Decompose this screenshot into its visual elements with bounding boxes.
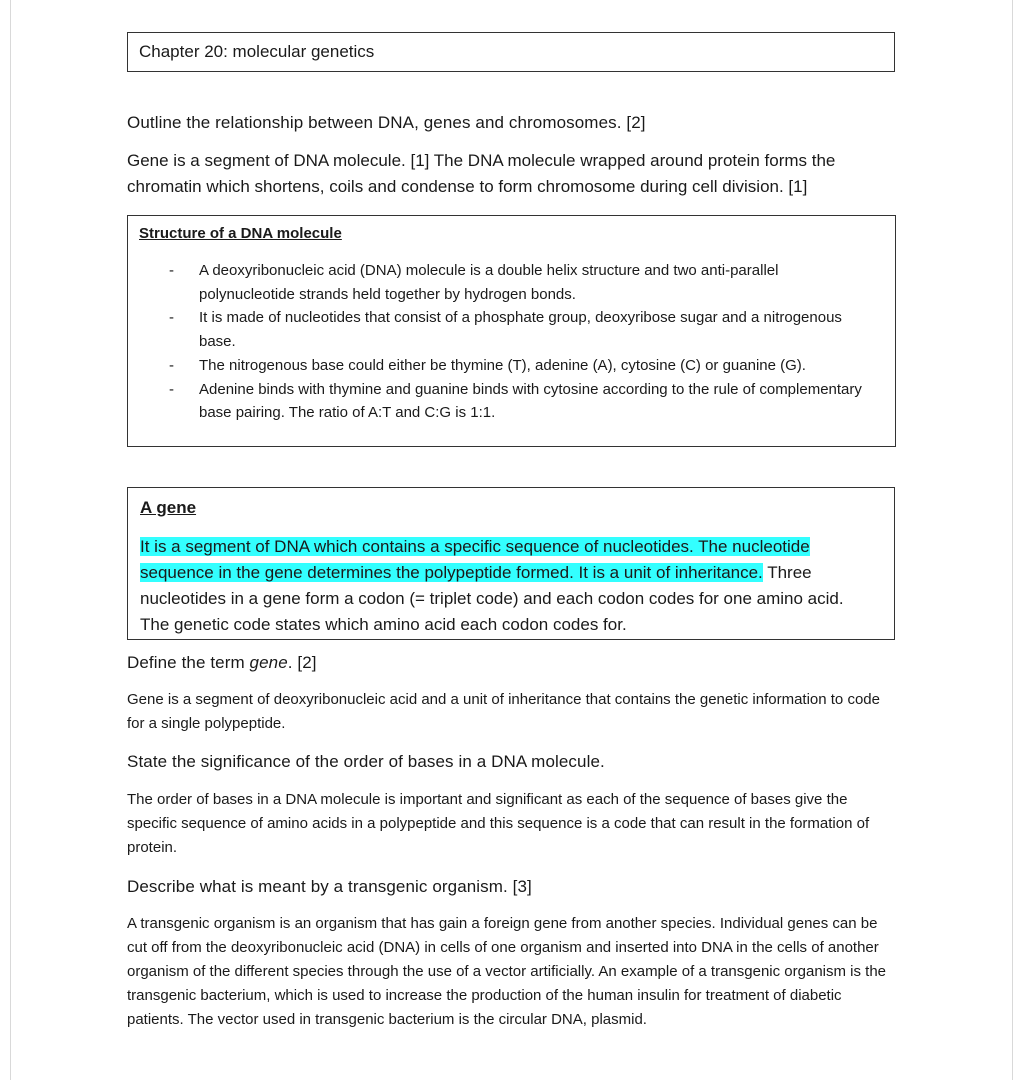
structure-bullet-list: [168, 259, 873, 425]
bullet-dash: -: [169, 380, 174, 398]
question-define-gene-prefix: Define the term: [127, 653, 250, 672]
answer-define-gene: Gene is a segment of deoxyribonucleic acid and a unit of inheritance that contains the genetic information to code for a single polypeptide.: [127, 691, 880, 732]
gene-heading: A gene: [140, 498, 197, 517]
list-item: [168, 306, 873, 353]
answer-transgenic-organism: A transgenic organism is an organism that has gain a foreign gene from another species. Individual genes can be cut off from the deoxyribonucleic acid (DNA) in cells of one organism and inserted into DNA in the cells of another organism of the different species through the use of a vector artificially. An example of a transgenic organism is the transgenic bacterium, which is used to increase the production of the human insulin for treatment of diabetic patients. The vector used in transgenic bacterium is the circular DNA, plasmid.: [127, 915, 887, 1028]
bullet-dash: -: [169, 356, 174, 374]
bullet-dash: -: [169, 262, 174, 279]
question-define-gene: [127, 650, 907, 676]
structure-heading: Structure of a DNA molecule: [139, 225, 342, 242]
highlighted-text: It is a segment of DNA which contains a specific sequence of nucleotides. The nucleotide sequence in the gene determines the polypeptide formed. It is a unit of inheritance.: [140, 537, 810, 582]
bullet-text: The nitrogenous base could either be thymine (T), adenine (A), cytosine (C) or guanine (G).: [199, 356, 806, 374]
bullet-dash: -: [169, 309, 174, 327]
question-transgenic-organism: Describe what is meant by a transgenic organism. [3]: [127, 877, 532, 896]
answer-order-of-bases: The order of bases in a DNA molecule is important and significant as each of the sequence of bases give the specific sequence of amino acids in a polypeptide and this sequence is a code that can result in the formation of protein.: [127, 791, 870, 856]
question-dna-genes-chromosomes: Outline the relationship between DNA, genes and chromosomes. [2]: [127, 113, 646, 132]
list-item: [168, 259, 873, 306]
gene-paragraph-rest: Three nucleotides in a gene form a codon (= triplet code) and each codon codes for one amino acid. The genetic code states which amino acid each codon codes for.: [140, 563, 844, 634]
list-item: [168, 378, 873, 425]
page-edge-right: [1012, 0, 1013, 1080]
gene-paragraph: [140, 534, 875, 638]
bullet-text: A deoxyribonucleic acid (DNA) molecule is a double helix structure and two anti-parallel polynucleotide strands held together by hydrogen bonds.: [199, 262, 779, 303]
question-order-of-bases: State the significance of the order of bases in a DNA molecule.: [127, 752, 605, 771]
chapter-title-box: [127, 32, 895, 72]
answer-dna-genes-chromosomes: Gene is a segment of DNA molecule. [1] The DNA molecule wrapped around protein forms the chromatin which shortens, coils and condense to form chromosome during cell division. [1]: [127, 151, 836, 196]
page-edge-left: [10, 0, 11, 1080]
question-define-gene-term: gene: [249, 653, 288, 672]
question-define-gene-suffix: . [2]: [287, 653, 317, 672]
chapter-title: Chapter 20: molecular genetics: [139, 42, 375, 61]
gene-box: [127, 487, 895, 640]
bullet-text: Adenine binds with thymine and guanine binds with cytosine according to the rule of complementary base pairing. The ratio of A:T and C:G is 1:1.: [199, 380, 862, 422]
structure-of-dna-box: [127, 215, 896, 447]
bullet-text: It is made of nucleotides that consist of a phosphate group, deoxyribose sugar and a nitrogenous base.: [199, 309, 842, 351]
list-item: [168, 354, 873, 378]
